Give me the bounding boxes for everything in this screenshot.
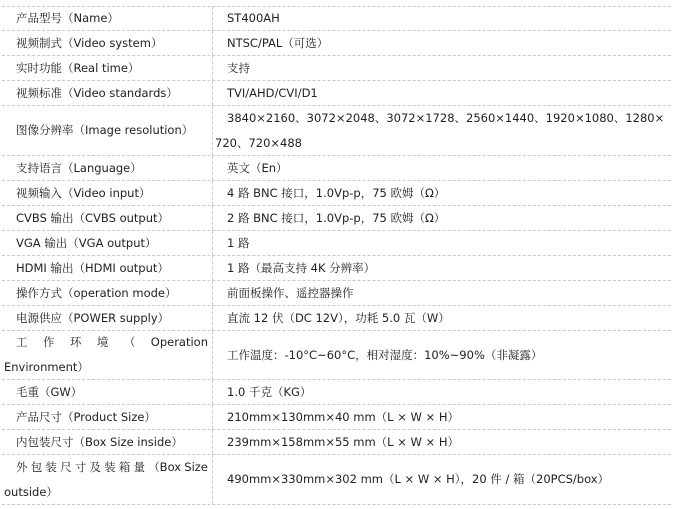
spec-label: HDMI 输出（HDMI output）	[2, 256, 213, 280]
table-row	[2, 6, 671, 31]
table-row	[2, 81, 671, 106]
spec-label: 产品型号（Name）	[2, 7, 213, 30]
spec-value: 工作温度：-10°C~60°C，相对湿度：10%~90%（非凝露）	[227, 347, 543, 362]
table-row	[2, 281, 671, 306]
table-row	[2, 306, 671, 331]
spec-value: 2 路 BNC 接口，1.0Vp-p，75 欧姆（Ω）	[227, 210, 446, 225]
table-row	[2, 31, 671, 56]
spec-label: 视频标准（Video standards）	[2, 81, 213, 105]
spec-label: 支持语言（Language）	[2, 156, 213, 180]
spec-table	[2, 0, 671, 508]
spec-label: VGA 输出（VGA output）	[2, 231, 213, 255]
table-row	[2, 106, 671, 156]
spec-label: 实时功能（Real time）	[2, 56, 213, 80]
table-row	[2, 405, 671, 430]
spec-value-line-2: 720、720×488	[215, 135, 302, 150]
spec-label	[2, 331, 213, 379]
spec-label: 毛重（GW）	[2, 380, 213, 404]
spec-label: 视频输入（Video input）	[2, 181, 213, 205]
spec-value: ST400AH	[227, 11, 280, 25]
spec-value: 1 路（最高支持 4K 分辨率）	[227, 260, 376, 275]
spec-label: 操作方式（operation mode）	[2, 281, 213, 305]
spec-label-line-1: 外 包 装 尺 寸 及 装 箱 量 （Box Size	[16, 459, 208, 474]
spec-label: 图像分辨率（Image resolution）	[2, 106, 213, 155]
table-row	[2, 331, 671, 380]
spec-value: TVI/AHD/CVI/D1	[227, 85, 318, 100]
spec-value: 4 路 BNC 接口，1.0Vp-p，75 欧姆（Ω）	[227, 185, 446, 200]
spec-value: 239mm×158mm×55 mm（L × W × H）	[227, 434, 459, 449]
spec-label: 视频制式（Video system）	[2, 31, 213, 55]
table-row	[2, 430, 671, 455]
spec-label: CVBS 输出（CVBS output）	[2, 206, 213, 230]
table-row	[2, 455, 671, 505]
spec-value: 直流 12 伏（DC 12V），功耗 5.0 瓦（W）	[227, 310, 450, 325]
spec-value: 前面板操作、遥控器操作	[227, 285, 354, 300]
table-row	[2, 156, 671, 181]
spec-value: NTSC/PAL（可选）	[227, 35, 329, 50]
spec-label-line-2: outside）	[4, 484, 58, 499]
spec-value: 490mm×330mm×302 mm（L × W × H），20 件 / 箱（20PCS/box）	[227, 472, 610, 486]
spec-label-line-2: Environment）	[4, 360, 89, 374]
spec-label: 产品尺寸（Product Size）	[2, 405, 213, 429]
table-row	[2, 181, 671, 206]
spec-value: 1.0 千克（KG）	[227, 384, 312, 399]
spec-value: 支持	[227, 60, 250, 75]
table-row	[2, 231, 671, 256]
spec-value	[213, 106, 671, 155]
table-row	[2, 380, 671, 405]
spec-value: 1 路	[227, 235, 250, 250]
table-row	[2, 56, 671, 81]
spec-label	[2, 455, 213, 504]
spec-label: 电源供应（POWER supply）	[2, 306, 213, 330]
table-row	[2, 256, 671, 281]
spec-label: 内包装尺寸（Box Size inside）	[2, 430, 213, 454]
spec-value-line-1: 3840×2160、3072×2048、3072×1728、2560×1440、1920×1080、1280×	[227, 110, 665, 125]
spec-value: 英文（En）	[227, 160, 288, 175]
table-row	[2, 206, 671, 231]
spec-value: 210mm×130mm×40 mm（L × W × H）	[227, 409, 459, 424]
spec-label-line-1: 工 作 环 境 （ Operation	[16, 335, 208, 349]
